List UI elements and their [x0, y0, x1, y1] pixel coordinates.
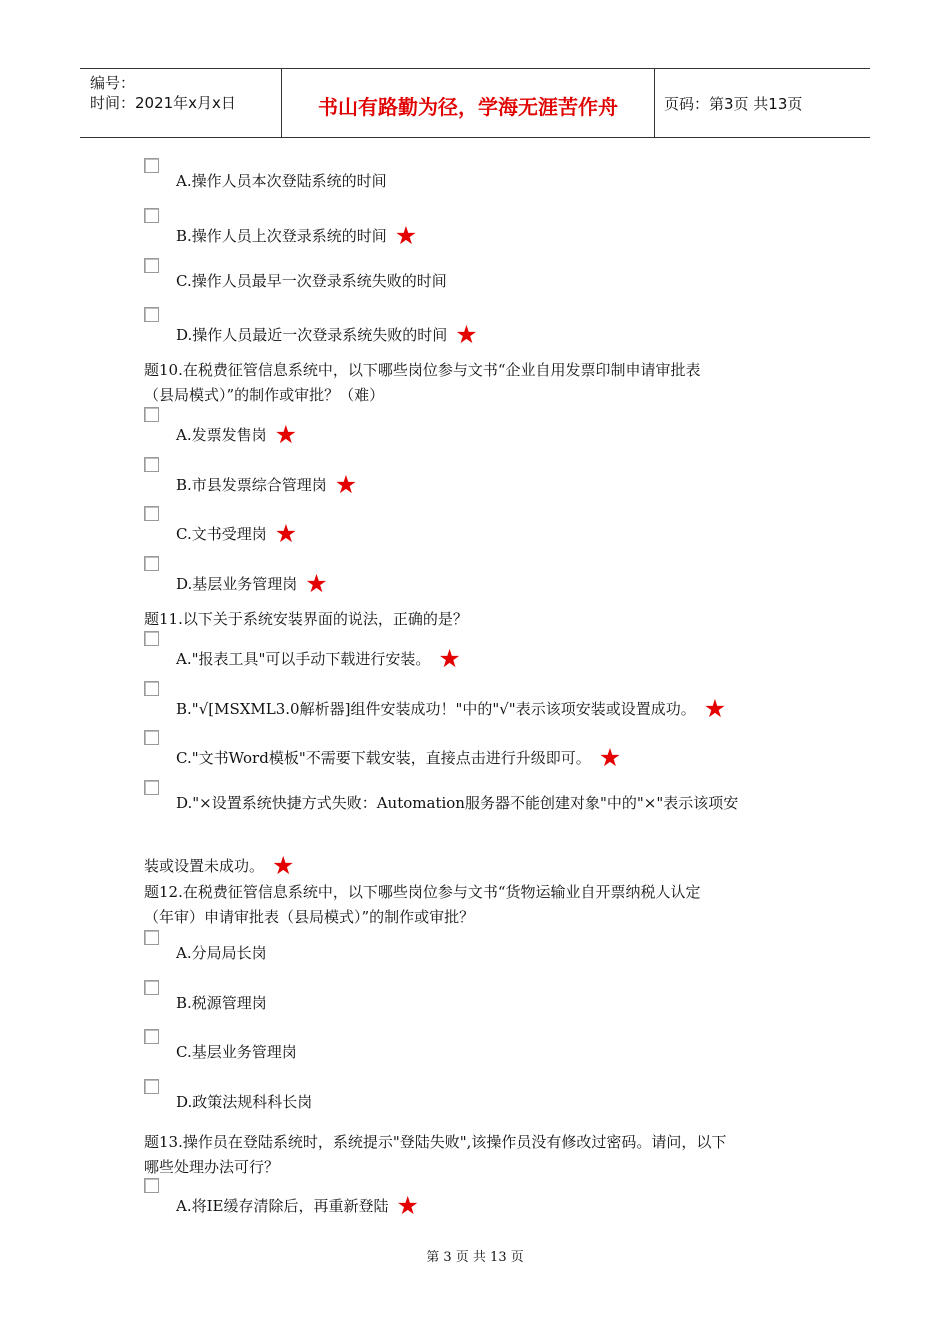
option-checkbox[interactable]: [144, 1079, 159, 1094]
option-text: B."√[MSXML3.0解析器]组件安装成功！"中的"√"表示该项安装或设置成功。: [176, 700, 696, 718]
question-line: （县局模式）”的制作或审批？（难）: [144, 386, 385, 404]
question-line: （年审）申请审批表（县局模式）”的制作或审批？: [144, 908, 475, 926]
question-line: 题11.以下关于系统安装界面的说法，正确的是？: [144, 610, 468, 628]
option-text: C.文书受理岗: [176, 525, 267, 543]
option-text: B.税源管理岗: [176, 994, 267, 1012]
star-icon: ★: [598, 743, 622, 772]
option-checkbox[interactable]: [144, 407, 159, 422]
option-text: D.政策法规科科长岗: [176, 1093, 313, 1111]
header-divider: [654, 69, 655, 137]
option-text: A.操作人员本次登陆系统的时间: [176, 172, 387, 190]
question-line: 题12.在税费征管信息系统中，以下哪些岗位参与文书“货物运输业自开票纳税人认定: [144, 883, 701, 901]
page-header: [80, 68, 870, 138]
option-checkbox[interactable]: [144, 158, 159, 173]
option-wrap-line: [144, 850, 295, 880]
time-label: 时间：2021年x月x日: [90, 94, 236, 112]
star-icon: ★: [334, 470, 358, 499]
question-stem: [144, 1130, 814, 1180]
option-checkbox[interactable]: [144, 730, 159, 745]
question-line: 题13.操作员在登陆系统时，系统提示"登陆失败",该操作员没有修改过密码。请问，以下: [144, 1133, 727, 1151]
question-line: 哪些处理办法可行？: [144, 1158, 280, 1176]
option-text: C.基层业务管理岗: [176, 1043, 297, 1061]
star-icon: ★: [455, 320, 478, 349]
star-icon: ★: [396, 1191, 419, 1220]
option-text: A.分局局长岗: [176, 944, 267, 962]
page-indicator: 页码：第3页 共13页: [664, 95, 803, 113]
option-text: 装或设置未成功。: [144, 857, 265, 875]
option-checkbox[interactable]: [144, 631, 159, 646]
option-checkbox[interactable]: [144, 506, 159, 521]
page-footer: 第 3 页 共 13 页: [426, 1250, 524, 1265]
number-label: 编号：: [90, 74, 136, 92]
option-text: B.操作人员上次登录系统的时间: [176, 227, 387, 245]
option-checkbox[interactable]: [144, 1029, 159, 1044]
question-line: 题10.在税费征管信息系统中，以下哪些岗位参与文书“企业自用发票印制申请审批表: [144, 361, 701, 379]
star-icon: ★: [305, 569, 328, 598]
option-text: D."×设置系统快捷方式失败：Automation服务器不能创建对象"中的"×"表示该项安: [176, 794, 739, 812]
option-checkbox[interactable]: [144, 307, 159, 322]
header-motto: 书山有路勤为径，学海无涯苦作舟: [318, 95, 618, 119]
option-checkbox[interactable]: [144, 208, 159, 223]
option-text: C."文书Word模板"不需要下载安装，直接点击进行升级即可。: [176, 749, 591, 767]
star-icon: ★: [274, 519, 298, 548]
option-checkbox[interactable]: [144, 930, 159, 945]
option-text: D.操作人员最近一次登录系统失败的时间: [176, 326, 448, 344]
option-checkbox[interactable]: [144, 681, 159, 696]
option-checkbox[interactable]: [144, 556, 159, 571]
option-text: D.基层业务管理岗: [176, 575, 298, 593]
option-checkbox[interactable]: [144, 457, 159, 472]
option-checkbox[interactable]: [144, 780, 159, 795]
option-text: B.市县发票综合管理岗: [176, 476, 327, 494]
question-stem: [144, 607, 814, 632]
option-text: A."报表工具"可以手动下载进行安装。: [176, 650, 431, 668]
star-icon: ★: [272, 851, 295, 880]
star-icon: ★: [394, 221, 418, 250]
star-icon: ★: [274, 420, 298, 449]
star-icon: ★: [703, 694, 727, 723]
option-checkbox[interactable]: [144, 1178, 159, 1193]
star-icon: ★: [438, 644, 461, 673]
header-meta: [90, 73, 236, 113]
option-text: A.发票发售岗: [176, 426, 267, 444]
option-checkbox[interactable]: [144, 980, 159, 995]
option-checkbox[interactable]: [144, 258, 159, 273]
question-stem: [144, 358, 814, 408]
question-stem: [144, 880, 814, 930]
option-text: A.将IE缓存清除后，再重新登陆: [176, 1197, 389, 1215]
option-text: C.操作人员最早一次登录系统失败的时间: [176, 272, 447, 290]
